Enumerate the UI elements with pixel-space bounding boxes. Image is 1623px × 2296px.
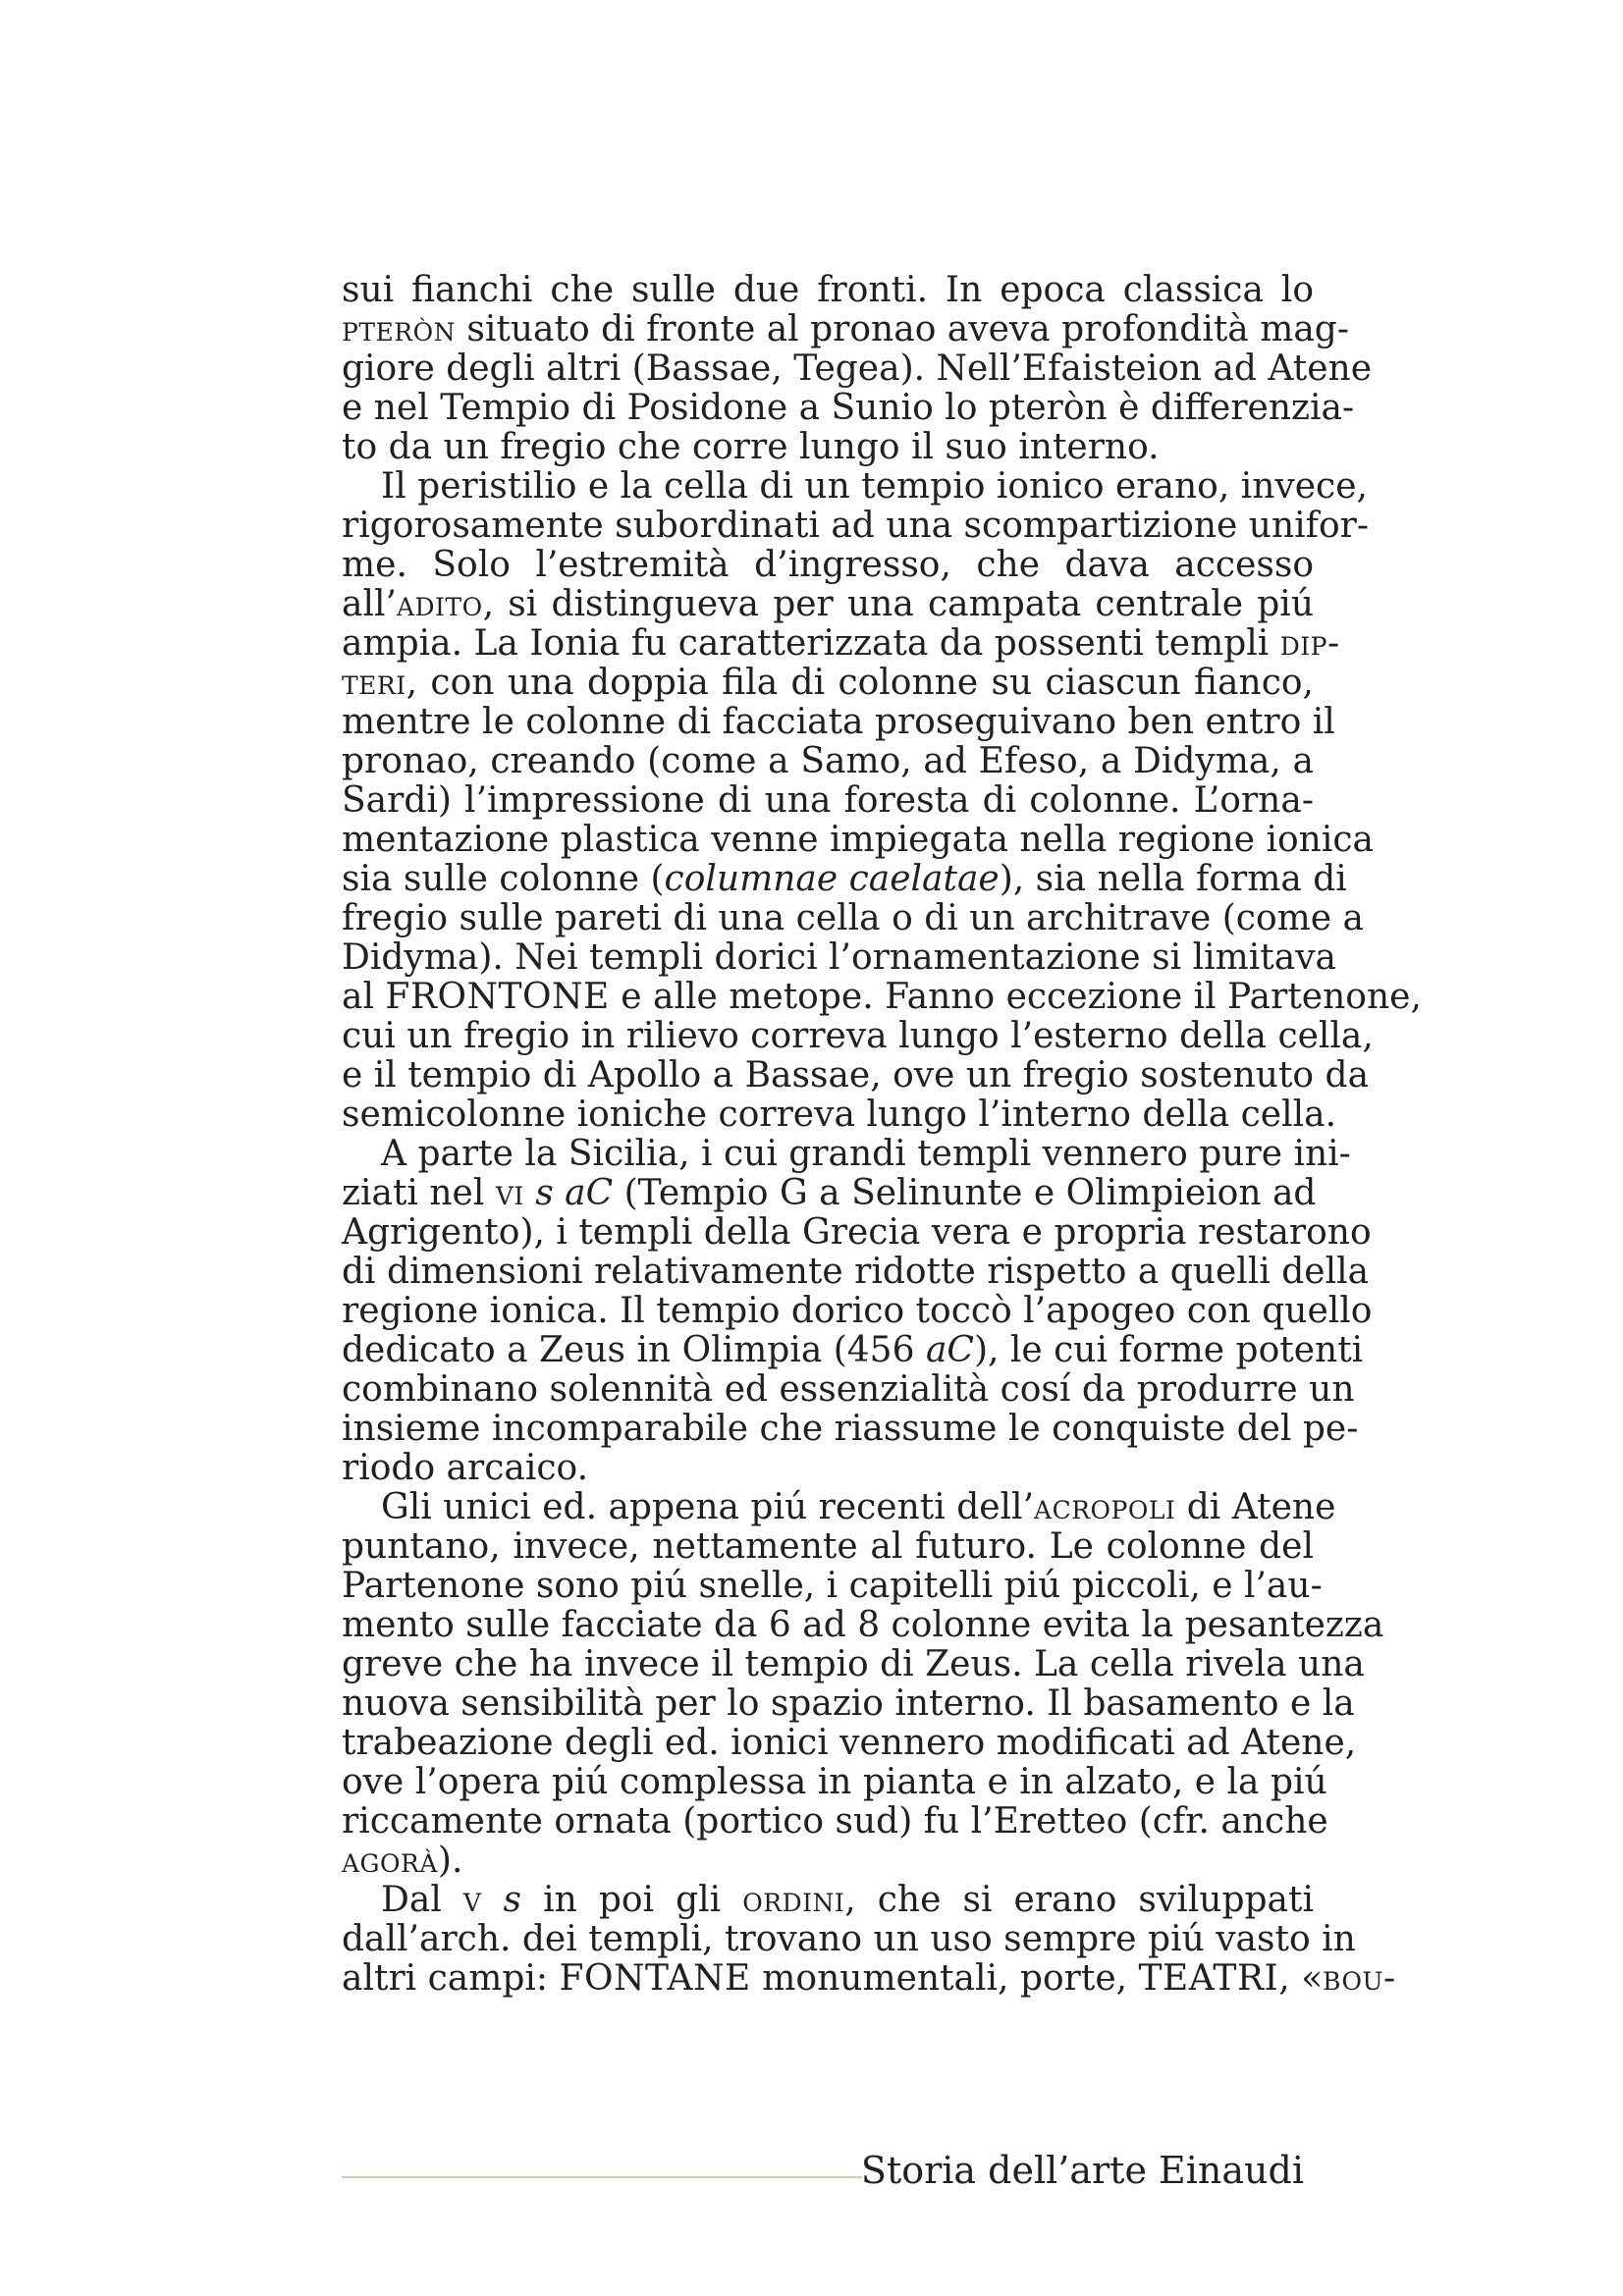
italic-abbrev: aC (925, 1330, 974, 1370)
cross-reference: acropoli (1034, 1487, 1176, 1527)
italic-abbrev: s (503, 1880, 522, 1920)
text-span: ). (437, 1841, 463, 1881)
paragraph (342, 1880, 1396, 1999)
text-line: Sardi) l’impressione di una foresta di colonne. L’orna- (342, 780, 1314, 821)
text-line: mentre le colonne di facciata proseguivano ben entro il (342, 702, 1335, 742)
text-span: Dal (381, 1880, 463, 1920)
text-line: e nel Tempio di Posidone a Sunio lo pteròn è differenzia- (342, 388, 1355, 428)
text-line: regione ionica. Il tempio dorico toccò l’apogeo con quello (342, 1291, 1373, 1331)
text-span: ziati nel (342, 1173, 496, 1213)
text-line: Didyma). Nei templi dorici l’ornamentazione si limitava (342, 937, 1337, 978)
text-line (342, 977, 1422, 1017)
text-span: all’ (342, 584, 397, 624)
text-line: Partenone sono piú snelle, i capitelli piú piccoli, e l’au- (342, 1566, 1323, 1606)
text-line: cui un fregio in rilievo correva lungo l’esterno della cella, (342, 1016, 1374, 1056)
text-line: puntano, invece, nettamente al futuro. Le colonne del (342, 1526, 1314, 1567)
text-span: , con una doppia fila di colonne su ciascun fianco, (406, 663, 1314, 703)
paragraph (342, 270, 1372, 467)
cross-reference: FRONTONE (385, 977, 610, 1017)
text-span: , « (1278, 1958, 1324, 1999)
text-line: trabeazione degli ed. ionici vennero modificati ad Atene, (342, 1723, 1357, 1763)
text-line: insieme incomparabile che riassume le conquiste del pe- (342, 1409, 1359, 1449)
text-line: di dimensioni relativamente ridotte rispetto a quelli della (342, 1252, 1370, 1292)
text-line: nuova sensibilità per lo spazio interno. Il basamento e la (342, 1683, 1355, 1724)
text-span: monumentali, porte, (750, 1958, 1139, 1999)
text-span: dedicato a Zeus in Olimpia (456 (342, 1330, 926, 1370)
text-line: mento sulle facciate da 6 ad 8 colonne evita la pesantezza (342, 1605, 1384, 1645)
text-line (342, 1842, 1314, 1881)
italic-abbrev: s aC (535, 1173, 614, 1213)
text-span: altri campi: (342, 1958, 560, 1999)
text-span: ), sia nella forma di (999, 859, 1347, 899)
text-span: in poi gli (521, 1880, 743, 1920)
cross-reference: teri (342, 663, 406, 703)
text-line: pronao, creando (come a Samo, ad Efeso, a Didyma, a (342, 741, 1314, 781)
cross-reference: dip- (1279, 623, 1340, 664)
paragraph (342, 1487, 1384, 1881)
text-span: (Tempio G a Selinunte e Olimpieion ad (613, 1173, 1317, 1213)
cross-reference: FONTANE (559, 1958, 751, 1999)
cross-reference: pteròn (342, 309, 456, 349)
publication-title: Storia dell’arte Einaudi (860, 2149, 1304, 2192)
text-span: sia sulle colonne ( (342, 859, 665, 899)
text-line (342, 1173, 1317, 1213)
italic-term: columnae caelatae (664, 859, 1000, 899)
text-line (342, 664, 1314, 703)
text-line: to da un fregio che corre lungo il suo interno. (342, 427, 1160, 467)
text-line: Agrigento), i templi della Grecia vera e propria restarono (342, 1212, 1372, 1253)
text-line: Il peristilio e la cella di un tempio ionico erano, invece, (381, 466, 1368, 507)
paragraph (342, 1134, 1373, 1488)
text-line: fregio sulle pareti di una cella o di un architrave (come a (342, 898, 1364, 938)
century-numeral: v (462, 1880, 482, 1920)
text-span (524, 1173, 535, 1213)
text-span: ), le cui forme potenti (973, 1330, 1364, 1370)
cross-reference: adito (396, 584, 483, 624)
text-line (342, 1881, 1314, 1920)
text-line: riodo arcaico. (342, 1448, 589, 1488)
text-span: ampia. La Ionia fu caratterizzata da possenti templi (342, 623, 1280, 664)
cross-reference: ordini (742, 1880, 845, 1920)
text-span: di Atene (1175, 1487, 1336, 1527)
text-line (342, 309, 1350, 349)
text-span: al (342, 977, 386, 1017)
text-line (342, 1958, 1396, 1999)
text-line: semicolonne ioniche correva lungo l’interno della cella. (342, 1095, 1337, 1135)
text-line: dall’arch. dei templi, trovano un uso sempre piú vasto in (342, 1919, 1356, 1959)
cross-reference: TEATRI (1138, 1958, 1279, 1999)
text-line: combinano solennità ed essenzialità cosí da produrre un (342, 1369, 1355, 1410)
text-line: A parte la Sicilia, i cui grandi templi vennero pure ini- (381, 1134, 1351, 1174)
text-span (481, 1880, 503, 1920)
text-column (342, 270, 1422, 1999)
text-line (342, 1330, 1364, 1370)
text-span: , che si erano sviluppati (844, 1880, 1314, 1920)
text-line (342, 1487, 1336, 1527)
text-line: me. Solo l’estremità d’ingresso, che dava accesso (342, 545, 1314, 585)
page-footer (342, 2135, 1314, 2194)
text-line (342, 859, 1347, 899)
text-span: Gli unici ed. appena piú recenti dell’ (381, 1487, 1035, 1527)
text-line: giore degli altri (Bassae, Tegea). Nell’Efaisteion ad Atene (342, 348, 1372, 389)
text-span: , si distingueva per una campata centrale piú (482, 584, 1314, 624)
text-line (342, 585, 1314, 624)
text-line: e il tempio di Apollo a Bassae, ove un fregio sostenuto da (342, 1055, 1370, 1095)
text-span: e alle metope. Fanno eccezione il Partenone, (609, 977, 1422, 1017)
century-numeral: vi (495, 1173, 524, 1213)
footer-rule (342, 2176, 862, 2178)
text-line: riccamente ornata (portico sud) fu l’Eretteo (cfr. anche (342, 1801, 1328, 1842)
text-span: situato di fronte al pronao aveva profondità mag- (455, 309, 1350, 349)
text-line: mentazione plastica venne impiegata nella regione ionica (342, 820, 1374, 860)
paragraph (342, 466, 1422, 1135)
text-line: rigorosamente subordinati ad una scompartizione unifor- (342, 506, 1370, 546)
text-line: sui fianchi che sulle due fronti. In epoca classica lo (342, 270, 1314, 310)
text-line: greve che ha invece il tempio di Zeus. La cella rivela una (342, 1644, 1365, 1684)
cross-reference: bou- (1323, 1958, 1396, 1999)
cross-reference: agorà (342, 1841, 438, 1881)
text-line (342, 623, 1340, 664)
text-line: ove l’opera piú complessa in pianta e in alzato, e la piú (342, 1762, 1327, 1802)
